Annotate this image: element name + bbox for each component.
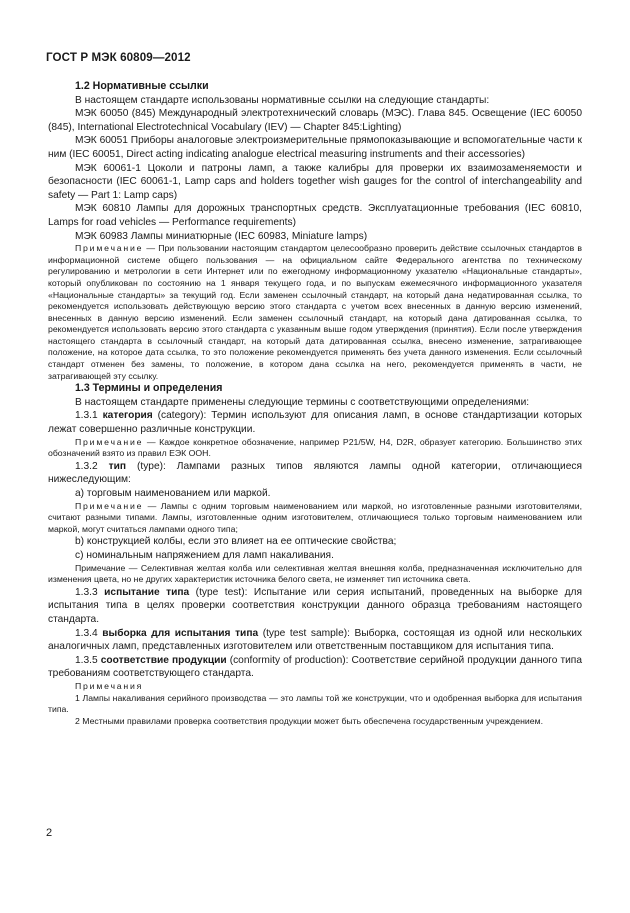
note-label: Примечание <box>75 243 144 254</box>
note-normative-refs <box>48 243 582 382</box>
note-label: Примечание <box>75 562 126 573</box>
term-1-3-4 <box>48 627 582 654</box>
note-text: — При пользовании настоящим стандартом целесообразно проверить действие ссылочных стандартов в информационной системе общего пользования — на официальном сайте Федерального агентства по техническому регулированию и метрологии в сети Интернет или по ежегодному информационному указателю «Национальные стандарты», который опубликован по состоянию на 1 января текущего года, и по выпускам ежемесячного информационного указателя «Национальные стандарты» за текущий год. Если заменен ссылочный стандарт, на который дана недатированная ссылка, то рекомендуется использовать действующую версию этого стандарта с учетом всех внесенных в данную версию изменений, внесенных в данную версию изменений. Если заменен ссылочный стандарт, на который дана датированная ссылка, то рекомендуется использовать версию этого стандарта с указанным выше годом утверждения (принятия). Если после утверждения настоящего стандарта в ссылочный стандарт, на который дата датированная ссылка, внесено изменение, затрагивающее положение, на которое дата ссылка, то это положение рекомендуется применять без учета данного изменения. Если ссылочный стандарт отменен без замены, то положение, в котором дана ссылка на него, рекомендуется применять в части, не затрагивающей эту ссылку. <box>48 243 582 381</box>
term-number: 1.3.5 <box>75 654 101 666</box>
note-1-3-2-c <box>48 563 582 586</box>
note-label: Примечание <box>75 500 144 511</box>
note-text: — Селективная желтая колба или селективная желтая внешняя колба, предназначенная исключительно для изменения цвета, но не других характеристик источника белого света, не изменяет тип источника света. <box>48 562 582 585</box>
list-item-c: с) номинальным напряжением для ламп накаливания. <box>75 549 334 561</box>
document-header: ГОСТ Р МЭК 60809—2012 <box>46 51 191 64</box>
notes-heading <box>48 681 582 693</box>
list-item-b: b) конструкцией колбы, если это влияет на ее оптические свойства; <box>75 536 397 548</box>
document-body <box>48 80 582 727</box>
term-definition: (type): Лампами разных типов являются лампы одной категории, отличающиеся нижеследующим: <box>48 460 582 486</box>
term-number: 1.3.1 <box>75 410 103 422</box>
term-name: испытание типа <box>104 586 190 598</box>
note-1-3-1 <box>48 437 582 460</box>
ref-iec-60983: МЭК 60983 Лампы миниатюрные (IEC 60983, Miniature lamps) <box>75 230 368 242</box>
term-definition: (conformity of production): Соответствие серийной продукции данного типа требованиям соответствующего стандарта. <box>48 654 582 680</box>
page-number: 2 <box>46 827 53 839</box>
notes-label: Примечания <box>75 680 144 691</box>
note-item-1: 1 Лампы накаливания серийного производства — это лампы той же конструкции, что и одобренная выборка для испытания типа. <box>48 692 582 715</box>
ref-iec-60810: МЭК 60810 Лампы для дорожных транспортных средств. Эксплуатационные требования (IEC 60810, Lamps for road vehicles — Performance requirements) <box>48 203 582 228</box>
note-1-3-2-a <box>48 501 582 536</box>
note-text: — Каждое конкретное обозначение, например P21/5W, H4, D2R, образует категорию. Большинство этих обозначений взято из правил ЕЭК ООН. <box>48 436 582 459</box>
term-number: 1.3.2 <box>75 460 109 472</box>
term-1-3-1 <box>48 409 582 436</box>
term-1-3-5 <box>48 654 582 681</box>
list-item-a: а) торговым наименованием или маркой. <box>75 488 271 499</box>
term-definition: (type test): Испытание или серия испытаний, проведенных на выборке для испытания типа в целях проверки соответствия конструкции данного образца требованиям настоящего стандарта. <box>48 586 582 625</box>
note-text: — Лампы с одним торговым наименованием или маркой, но изготовленные разными изготовителями, считают разными типами. Лампы, изготовленные одним изготовителем, отличающиеся только торговым наименованием или маркой, могут считаться лампами одного типа; <box>48 500 582 534</box>
note-item-2: 2 Местными правилами проверка соответствия продукции может быть обеспечена государственным учреждением. <box>75 715 543 726</box>
term-name: категория <box>102 410 153 422</box>
section-heading-1-3: 1.3 Термины и определения <box>75 382 223 395</box>
term-number: 1.3.4 <box>75 627 103 639</box>
term-name: выборка для испытания типа <box>102 627 259 639</box>
term-definition: (category): Термин используют для описания ламп, в основе стандартизации которых лежат совершенно различные конструкции. <box>48 410 582 436</box>
ref-iec-60051: МЭК 60051 Приборы аналоговые электроизмерительные прямопоказывающие и вспомогательные части к ним (IEC 60051, Direct acting indicating analogue electrical measuring instruments and their accessories) <box>48 135 582 160</box>
term-name: тип <box>108 460 127 472</box>
paragraph-refs-intro: В настоящем стандарте использованы нормативные ссылки на следующие стандарты: <box>75 94 490 106</box>
term-1-3-2 <box>48 460 582 487</box>
term-1-3-3 <box>48 586 582 627</box>
ref-iec-60050: МЭК 60050 (845) Международный электротехнический словарь (МЭС). Глава 845. Освещение (IEC 60050 (845), International Electrotechnical Vocabulary (IEV) — Chapter 845:Lighting) <box>48 108 582 133</box>
term-name: соответствие продукции <box>100 654 227 666</box>
section-heading-1-2: 1.2 Нормативные ссылки <box>75 80 209 92</box>
ref-iec-60061-1: МЭК 60061-1 Цоколи и патроны ламп, а также калибры для проверки их взаимозаменяемости и безопасности (IEC 60061-1, Lamp caps and holders together wish gauges for the control of interchangeability and safety — Part 1: Lamp caps) <box>48 162 582 201</box>
paragraph-terms-intro: В настоящем стандарте применены следующие термины с соответствующими определениями: <box>75 396 530 408</box>
term-number: 1.3.3 <box>75 586 105 598</box>
note-label: Примечание <box>75 436 144 447</box>
term-definition: (type test sample): Выборка, состоящая из одной или нескольких аналогичных ламп, представленных изготовителем или ответственным поставщиком для испытания типа. <box>48 627 582 653</box>
